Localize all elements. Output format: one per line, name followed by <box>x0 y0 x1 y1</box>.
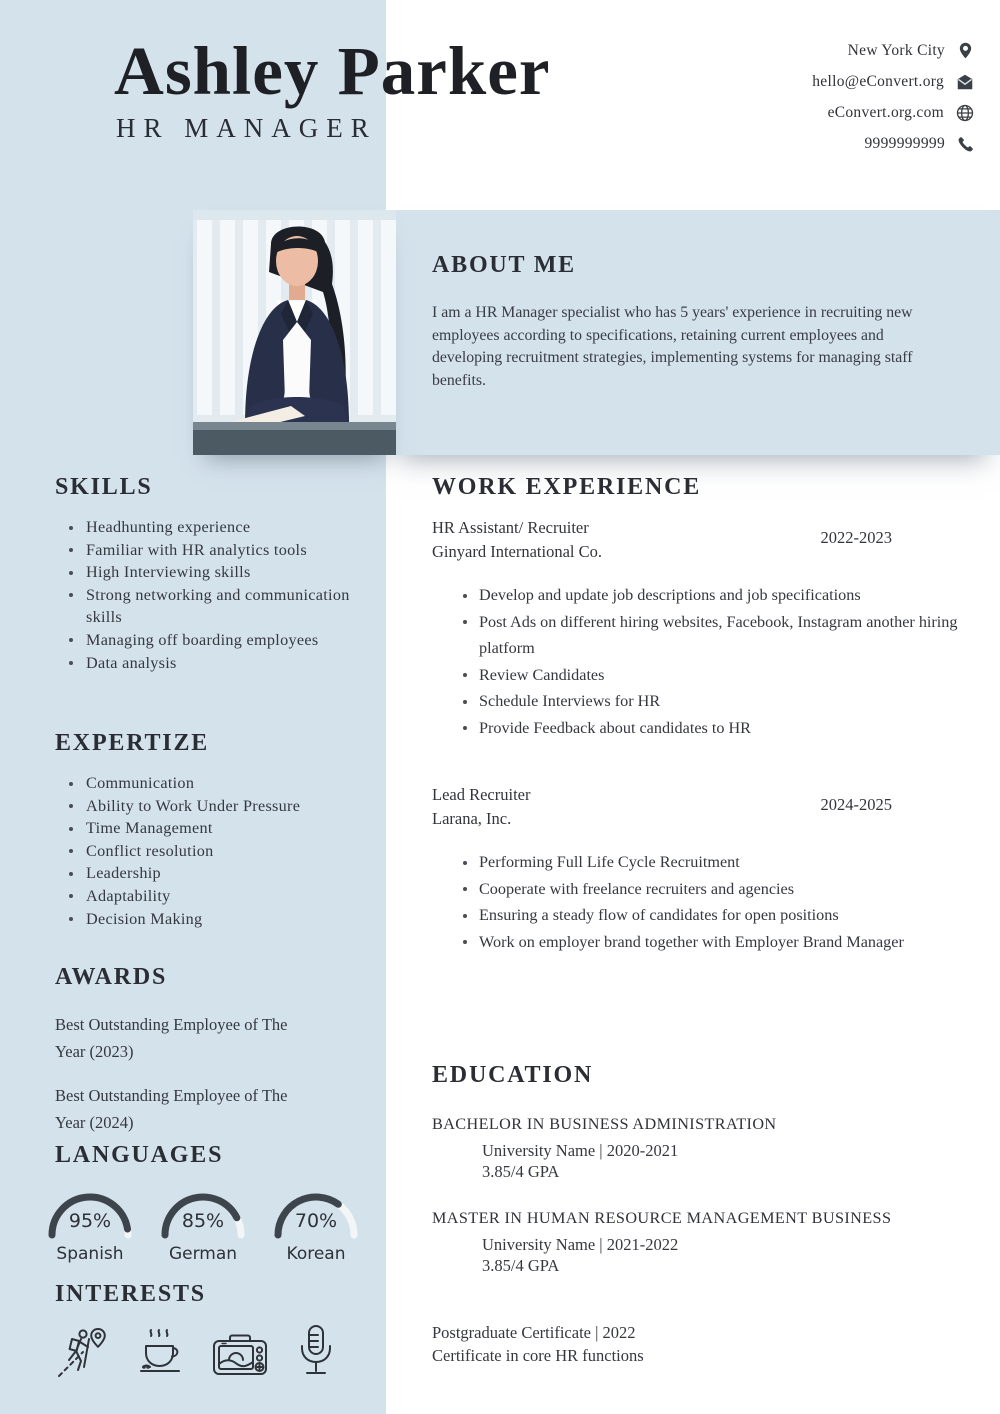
contact-email-label: hello@eConvert.org <box>812 73 944 90</box>
skills-heading: SKILLS <box>55 474 153 500</box>
languages-heading: LANGUAGES <box>55 1142 224 1168</box>
contact-block <box>812 41 974 153</box>
list-item: Post Ads on different hiring websites, Facebook, Instagram another hiring platform <box>463 609 962 662</box>
contact-location-label: New York City <box>847 41 945 59</box>
list-item: Adaptability <box>69 885 365 908</box>
expertize-list <box>55 772 365 930</box>
list-item: Performing Full Life Cycle Recruitment <box>463 849 962 876</box>
contact-location <box>812 41 974 60</box>
education-degree: BACHELOR IN BUSINESS ADMINISTRATION <box>432 1115 777 1133</box>
job-role: HR Assistant/ Recruiter <box>432 518 589 537</box>
interests-section <box>55 1281 365 1378</box>
language-percent: 95% <box>68 1210 112 1232</box>
about-heading: ABOUT ME <box>432 252 576 278</box>
job-company: Larana, Inc. <box>432 808 512 828</box>
education-degree: MASTER IN HUMAN RESOURCE MANAGEMENT BUSINESS <box>432 1209 892 1227</box>
experience-section <box>432 474 962 501</box>
job-dates: 2022-2023 <box>820 528 892 547</box>
experience-heading: WORK EXPERIENCE <box>432 474 702 500</box>
awards-section <box>55 964 365 1136</box>
job-bullet-list <box>463 582 962 742</box>
list-item: Decision Making <box>69 908 365 931</box>
list-item: Ensuring a steady flow of candidates for open positions <box>463 902 962 929</box>
about-panel <box>386 210 1000 455</box>
languages-section <box>55 1142 365 1264</box>
education-heading: EDUCATION <box>432 1062 594 1088</box>
contact-phone-label: 9999999999 <box>864 135 945 152</box>
language-gauges <box>44 1185 365 1264</box>
education-gpa: 3.85/4 GPA <box>482 1162 560 1181</box>
header <box>114 34 551 144</box>
profile-photo <box>193 210 396 455</box>
language-gauge <box>270 1185 362 1264</box>
list-item: Work on employer brand together with Employer Brand Manager <box>463 929 962 956</box>
interest-icons <box>55 1324 365 1378</box>
list-item: Managing off boarding employees <box>69 629 365 652</box>
email-icon <box>956 74 974 90</box>
job-entry <box>432 783 962 955</box>
list-item: Provide Feedback about candidates to HR <box>463 715 962 742</box>
language-name: Spanish <box>56 1244 124 1264</box>
skills-section <box>55 474 365 674</box>
profile-photo-illustration <box>193 210 396 455</box>
list-item: Familiar with HR analytics tools <box>69 539 365 562</box>
list-item: Time Management <box>69 817 365 840</box>
list-item: Leadership <box>69 862 365 885</box>
job-dates: 2024-2025 <box>820 795 892 814</box>
camera-icon <box>211 1332 269 1378</box>
education-entry <box>432 1209 962 1276</box>
expertize-section <box>55 730 365 930</box>
language-percent: 70% <box>294 1210 338 1232</box>
certificate-block <box>432 1322 962 1367</box>
certificate-title: Postgraduate Certificate | 2022 <box>432 1323 636 1342</box>
person-title: HR MANAGER <box>116 112 377 143</box>
phone-icon <box>957 136 974 153</box>
certificate-detail: Certificate in core HR functions <box>432 1345 644 1365</box>
list-item: Strong networking and communication skills <box>69 584 365 629</box>
job-entry <box>432 516 962 742</box>
list-item: Review Candidates <box>463 662 962 689</box>
contact-website-label: eConvert.org.com <box>827 104 944 121</box>
list-item: Cooperate with freelance recruiters and agencies <box>463 876 962 903</box>
contact-email <box>812 73 974 91</box>
education-gpa: 3.85/4 GPA <box>482 1256 560 1275</box>
job-company: Ginyard International Co. <box>432 541 602 561</box>
education-entry <box>432 1115 962 1182</box>
education-school: University Name | 2021-2022 <box>482 1235 679 1254</box>
expertize-heading: EXPERTIZE <box>55 730 210 756</box>
person-name: Ashley Parker <box>114 33 551 109</box>
job-bullet-list <box>463 849 962 955</box>
list-item: High Interviewing skills <box>69 561 365 584</box>
microphone-icon <box>295 1324 337 1378</box>
education-school: University Name | 2020-2021 <box>482 1141 679 1160</box>
globe-icon <box>956 104 974 122</box>
language-gauge <box>157 1185 249 1264</box>
list-item: Schedule Interviews for HR <box>463 688 962 715</box>
list-item: Communication <box>69 772 365 795</box>
list-item: Ability to Work Under Pressure <box>69 795 365 818</box>
coffee-icon <box>133 1326 185 1378</box>
education-section <box>432 1062 962 1276</box>
hiking-icon <box>55 1324 107 1378</box>
language-name: German <box>168 1244 238 1264</box>
awards-heading: AWARDS <box>55 964 168 990</box>
language-name: Korean <box>286 1244 346 1264</box>
location-icon <box>957 41 974 60</box>
list-item: Conflict resolution <box>69 840 365 863</box>
language-percent: 85% <box>181 1210 225 1232</box>
list-item: Develop and update job descriptions and job specifications <box>463 582 962 609</box>
contact-phone <box>812 135 974 153</box>
language-gauge <box>44 1185 136 1264</box>
contact-website <box>812 104 974 122</box>
list-item: Headhunting experience <box>69 516 365 539</box>
skills-list <box>55 516 365 674</box>
interests-heading: INTERESTS <box>55 1281 206 1307</box>
award-item: Best Outstanding Employee of The Year (2024) <box>55 1086 288 1132</box>
about-text: I am a HR Manager specialist who has 5 years' experience in recruiting new employees according to specifications, retaining current employees and developing recruitment strategies, implementing systems for managing staff benefits. <box>432 304 913 389</box>
job-role: Lead Recruiter <box>432 785 531 804</box>
award-item: Best Outstanding Employee of The Year (2023) <box>55 1015 288 1061</box>
list-item: Data analysis <box>69 652 365 675</box>
